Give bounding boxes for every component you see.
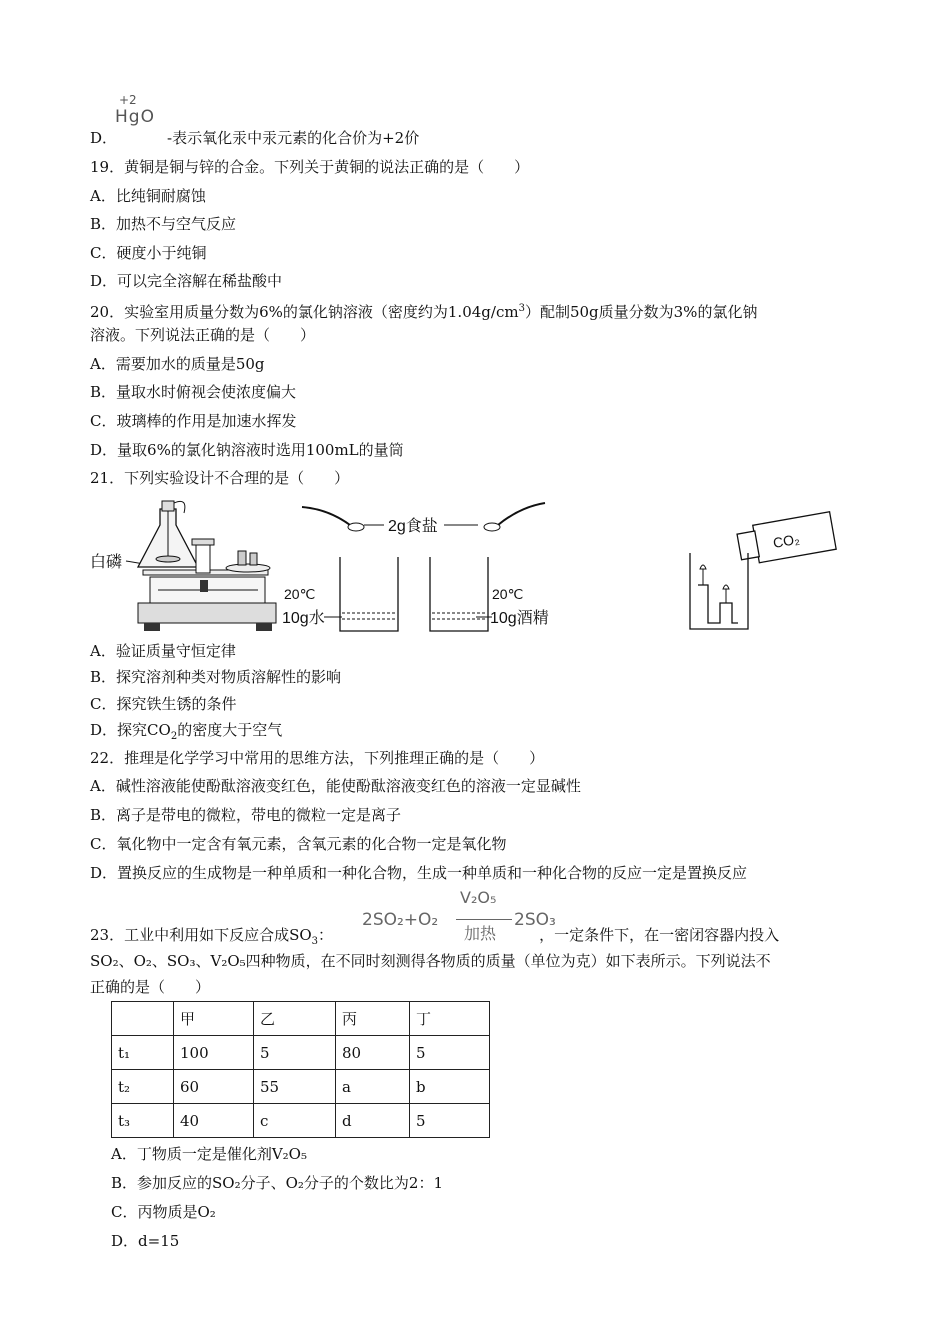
q19-stem: 19．黄铜是铜与锌的合金。下列关于黄铜的说法正确的是（ ） [90,158,530,176]
co2-figure [680,505,840,635]
reaction-equation: 2SO₂+O₂ V₂O₅ 加热 2SO₃ [362,888,556,943]
q19-option-c: C．硬度小于纯铜 [90,244,207,262]
q19-option-d: D．可以完全溶解在稀盐酸中 [90,272,283,290]
q21-option-b: B．探究溶剂种类对物质溶解性的影响 [90,668,342,686]
table-header-row: 甲 乙 丙 丁 [112,1002,490,1036]
q19-option-b: B．加热不与空气反应 [90,215,237,233]
table-row: t₂ 60 55 a b [112,1070,490,1104]
solubility-figure [280,495,570,640]
q23-option-d: D．d=15 [111,1232,180,1250]
q18-option-d-text: -表示氧化汞中汞元素的化合价为+2价 [167,129,420,147]
mass-table [111,1001,490,1138]
temp-right-label: 20℃ [492,586,524,602]
q22-stem: 22．推理是化学学习中常用的思维方法，下列推理正确的是（ ） [90,749,545,767]
q23-option-a: A．丁物质一定是催化剂V₂O₅ [111,1145,307,1163]
q20-option-d: D．量取6%的氯化钠溶液时选用100mL的量筒 [90,441,404,459]
q21-option-a: A．验证质量守恒定律 [90,642,236,660]
q22-option-c: C．氧化物中一定含有氧元素，含氧元素的化合物一定是氧化物 [90,835,507,853]
q22-option-b: B．离子是带电的微粒，带电的微粒一定是离子 [90,806,402,824]
q22-option-a: A．碱性溶液能使酚酞溶液变红色，能使酚酞溶液变红色的溶液一定显碱性 [90,777,581,795]
q18-option-d: D． -表示氧化汞中汞元素的化合价为+2价 [90,129,420,147]
q23-line3: 正确的是（ ） [90,978,211,996]
alcohol-label: 10g酒精 [490,610,549,627]
q20-option-b: B．量取水时俯视会使浓度偏大 [90,383,297,401]
white-phosphorus-label: 白磷 [90,554,123,571]
q21-option-d: D．探究$CO_2$的密度大于空气 [90,721,283,742]
q21-stem: 21．下列实验设计不合理的是（ ） [90,469,350,487]
temp-left-label: 20℃ [284,586,316,602]
q20-option-a: A．需要加水的质量是50g [90,355,265,373]
q20-option-c: C．玻璃棒的作用是加速水挥发 [90,412,297,430]
q19-option-a: A．比纯铜耐腐蚀 [90,187,206,205]
co2-label: CO₂ [771,530,801,551]
water-label: 10g水 [282,610,325,627]
balance-figure [88,495,283,640]
table-row: t₁ 100 5 80 5 [112,1036,490,1070]
equation-arrow [456,919,512,920]
q23-option-c: C．丙物质是O₂ [111,1203,216,1221]
table-row: t₃ 40 c d 5 [112,1104,490,1138]
hgo-formula: +2 HgO [115,93,155,127]
q23-option-b: B．参加反应的SO₂分子、O₂分子的个数比为2：1 [111,1174,444,1192]
q20-stem-line2: 溶液。下列说法正确的是（ ） [90,326,316,344]
q22-option-d: D．置换反应的生成物是一种单质和一种化合物，生成一种单质和一种化合物的反应一定是置换反应 [90,864,748,882]
q23-line2: SO₂、O₂、SO₃、V₂O₅四种物质，在不同时刻测得各物质的质量（单位为克）如下表所示。下列说法不 [90,952,771,970]
salt-label: 2g食盐 [388,518,438,535]
q21-option-c: C．探究铁生锈的条件 [90,695,237,713]
q23-stem: 23．工业中利用如下反应合成$SO_3$： ，一定条件下，在一密闭容器内投入 [90,926,780,947]
q20-stem: 20．实验室用质量分数为6%的氯化钠溶液（密度约为$1.04g/cm^3$）配制50g质量分数为3%的氯化钠 [90,303,758,321]
